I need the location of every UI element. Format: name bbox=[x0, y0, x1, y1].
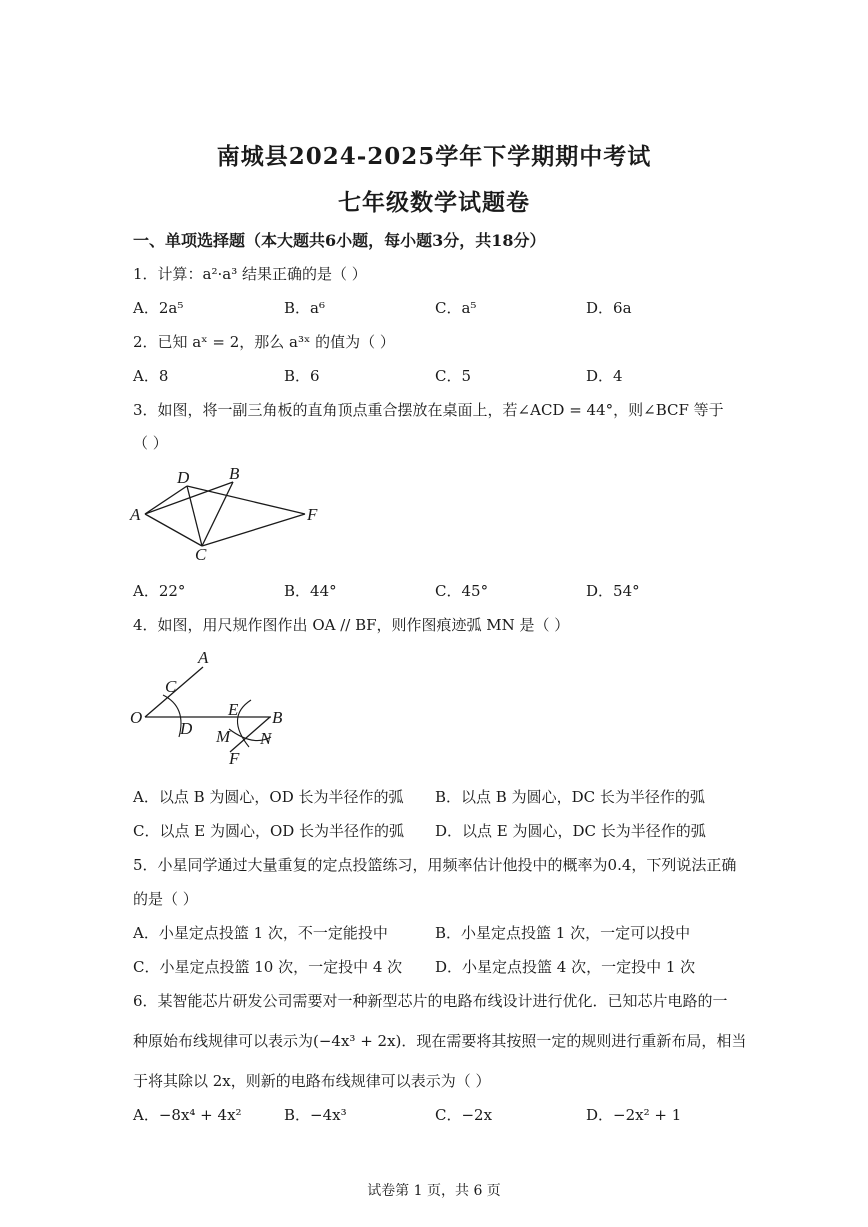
q4-label-b: B bbox=[272, 708, 283, 727]
q4-option-d: D．以点 E 为圆心，DC 长为半径作的弧 bbox=[435, 822, 706, 840]
q3-label-c: C bbox=[195, 545, 207, 562]
q4-label-f: F bbox=[229, 749, 240, 768]
q4-label-d: D bbox=[180, 719, 193, 738]
q1-option-b: B．a⁶ bbox=[284, 299, 325, 317]
q3-segment-ad bbox=[145, 486, 187, 514]
q3-stem: 3．如图，将一副三角板的直角顶点重合摆放在桌面上，若∠ACD = 44°，则∠BCF 等于 bbox=[133, 401, 724, 419]
q3-segment-dc bbox=[187, 486, 202, 546]
q6-option-a: A．−8x⁴ + 4x² bbox=[133, 1106, 242, 1124]
q1-option-c: C．a⁵ bbox=[435, 299, 477, 317]
q1-option-d: D．6a bbox=[586, 299, 632, 317]
q6-option-b: B．−4x³ bbox=[284, 1106, 347, 1124]
q2-option-a: A．8 bbox=[133, 367, 169, 385]
section-heading: 一、单项选择题（本大题共6小题，每小题3分，共18分） bbox=[133, 231, 546, 250]
q4-label-c: C bbox=[165, 677, 177, 696]
q4-option-a: A．以点 B 为圆心，OD 长为半径作的弧 bbox=[133, 788, 404, 806]
q6-option-c: C．−2x bbox=[435, 1106, 493, 1124]
q5-option-a: A．小星定点投篮 1 次，不一定能投中 bbox=[133, 924, 388, 942]
q1-stem: 1．计算：a²·a³ 结果正确的是（ ） bbox=[133, 265, 367, 283]
q6-option-d: D．−2x² + 1 bbox=[586, 1106, 682, 1124]
q1-option-a: A．2a⁵ bbox=[133, 299, 184, 317]
q5-stem: 5．小星同学通过大量重复的定点投篮练习，用频率估计他投中的概率为0.4，下列说法正确 bbox=[133, 856, 737, 874]
q4-construction-figure bbox=[125, 645, 295, 770]
q4-label-n: N bbox=[260, 729, 272, 748]
page-footer: 试卷第 1 页，共 6 页 bbox=[367, 1183, 501, 1199]
q4-label-m: M bbox=[216, 727, 231, 746]
q4-option-b: B．以点 B 为圆心，DC 长为半径作的弧 bbox=[435, 788, 705, 806]
q3-option-c: C．45° bbox=[435, 582, 489, 600]
q4-option-c: C．以点 E 为圆心，OD 长为半径作的弧 bbox=[133, 822, 405, 840]
q3-stem-cont: （ ） bbox=[133, 434, 168, 452]
q3-option-b: B．44° bbox=[284, 582, 337, 600]
q6-stem: 6．某智能芯片研发公司需要对一种新型芯片的电路布线设计进行优化．已知芯片电路的一 bbox=[133, 992, 728, 1010]
q2-option-c: C．5 bbox=[435, 367, 472, 385]
q5-option-b: B．小星定点投篮 1 次，一定可以投中 bbox=[435, 924, 691, 942]
exam-subtitle: 七年级数学试题卷 bbox=[338, 189, 530, 216]
q3-segment-cf bbox=[202, 514, 305, 546]
q4-label-a: A bbox=[198, 648, 209, 667]
q3-label-b: B bbox=[229, 464, 240, 483]
q6-stem-cont: 种原始布线规律可以表示为(−4x³ + 2x)．现在需要将其按照一定的规则进行重新布局，相当 bbox=[133, 1032, 747, 1050]
q3-label-d: D bbox=[177, 468, 190, 487]
q5-option-c: C．小星定点投篮 10 次，一定投中 4 次 bbox=[133, 958, 403, 976]
q3-label-a: A bbox=[130, 505, 141, 524]
exam-title: 南城县2024-2025学年下学期期中考试 bbox=[216, 143, 652, 170]
q3-option-d: D．54° bbox=[586, 582, 640, 600]
q4-label-e: E bbox=[228, 700, 239, 719]
q3-segment-ac bbox=[145, 514, 202, 546]
q4-label-o: O bbox=[130, 708, 143, 727]
q3-segment-df bbox=[187, 486, 305, 514]
q3-option-a: A．22° bbox=[133, 582, 186, 600]
q2-stem: 2．已知 aˣ = 2，那么 a³ˣ 的值为（ ） bbox=[133, 333, 395, 351]
q5-stem-cont: 的是（ ） bbox=[133, 890, 198, 908]
q3-triangle-figure bbox=[125, 462, 330, 562]
q4-stem: 4．如图，用尺规作图作出 OA // BF，则作图痕迹弧 MN 是（ ） bbox=[133, 616, 570, 634]
q2-option-d: D．4 bbox=[586, 367, 623, 385]
q6-stem-cont2: 于将其除以 2x，则新的电路布线规律可以表示为（ ） bbox=[133, 1072, 491, 1090]
q4-arc-cd bbox=[163, 695, 181, 737]
q2-option-b: B．6 bbox=[284, 367, 320, 385]
q3-label-f: F bbox=[307, 505, 318, 524]
q5-option-d: D．小星定点投篮 4 次，一定投中 1 次 bbox=[435, 958, 696, 976]
